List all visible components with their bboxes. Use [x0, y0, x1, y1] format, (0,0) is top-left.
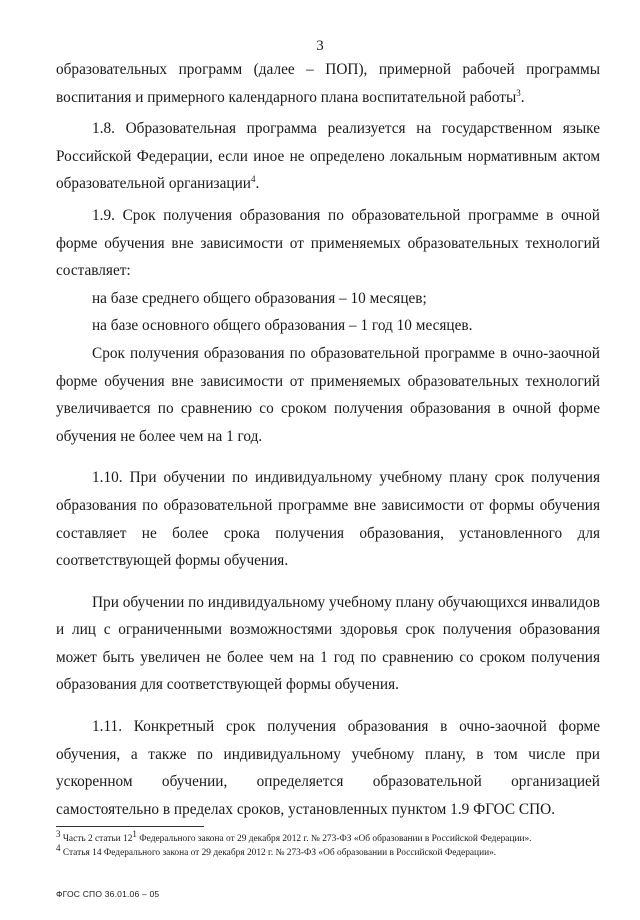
paragraph-punctuation: . — [255, 175, 260, 193]
paragraph-text: 1.8. Образовательная программа реализуется на государственном языке Российской Федерации, если иное не определено локальным нормативным актом образовательной организации — [56, 120, 600, 193]
paragraph-disabled-students: При обучении по индивидуальному учебному плану обучающихся инвалидов и лиц с ограниченными возможностями здоровья срок получения образования может быть увеличен не более чем на 1 год по сравнению со сроком получения образования для соответствующей формы обучения. — [56, 593, 600, 694]
footnote-mark: 4 — [56, 842, 61, 853]
footnote-3 — [56, 828, 616, 846]
footnote-divider — [56, 826, 204, 827]
footnotes — [56, 828, 616, 860]
document-footer-code: ФГОС СПО 36.01.06 – 05 — [56, 889, 160, 899]
page-number: 3 — [316, 38, 324, 54]
paragraph-1-9: 1.9. Срок получения образования по образовательной программе в очной форме обучения вне зависимости от применяемых образовательных технологий составляет: — [56, 206, 600, 280]
paragraph-1-8 — [56, 115, 600, 198]
footnote-mark: 3 — [56, 828, 61, 839]
paragraph-intro — [56, 56, 600, 111]
footnote-text: Статья 14 Федерального закона от 29 декабря 2012 г. № 273-ФЗ «Об образовании в Российской Федерации». — [60, 848, 497, 858]
paragraph-1-10: 1.10. При обучении по индивидуальному учебному плану срок получения образования по образовательной программе вне зависимости от формы обучения составляет не более срока получения образования, установленного для соответствующей формы обучения. — [56, 469, 600, 570]
footnote-4 — [56, 842, 616, 860]
footnote-text: Часть 2 статьи 12 — [60, 834, 133, 844]
footnote-superscript: 1 — [132, 828, 137, 839]
document-body — [56, 56, 600, 823]
paragraph-secondary-basis: на базе среднего общего образования – 10 месяцев; — [92, 289, 427, 307]
footnote-reference: 3 — [516, 87, 521, 98]
footnote-text-continued: Федерального закона от 29 декабря 2012 г. № 273-ФЗ «Об образовании в Российской Федерации». — [136, 834, 532, 844]
paragraph-basic-basis: на базе основного общего образования – 1 год 10 месяцев. — [92, 317, 473, 335]
paragraph-text: образовательных программ (далее – ПОП), примерной рабочей программы воспитания и примерного календарного плана воспитательной работы — [56, 61, 600, 106]
paragraph-part-time: Срок получения образования по образовательной программе в очно-заочной форме обучения вне зависимости от применяемых образовательных технологий увеличивается по сравнению со сроком получения образования в очной форме обучения не более чем на 1 год. — [56, 344, 600, 445]
paragraph-punctuation: . — [520, 88, 525, 106]
paragraph-1-11: 1.11. Конкретный срок получения образования в очно-заочной форме обучения, а также по индивидуальному учебному плану, в том числе при ускоренном обучении, определяется образовательной организацией самостоятельно в пределах сроков, установленных пунктом 1.9 ФГОС СПО. — [56, 718, 600, 818]
footnote-reference: 4 — [250, 174, 256, 185]
